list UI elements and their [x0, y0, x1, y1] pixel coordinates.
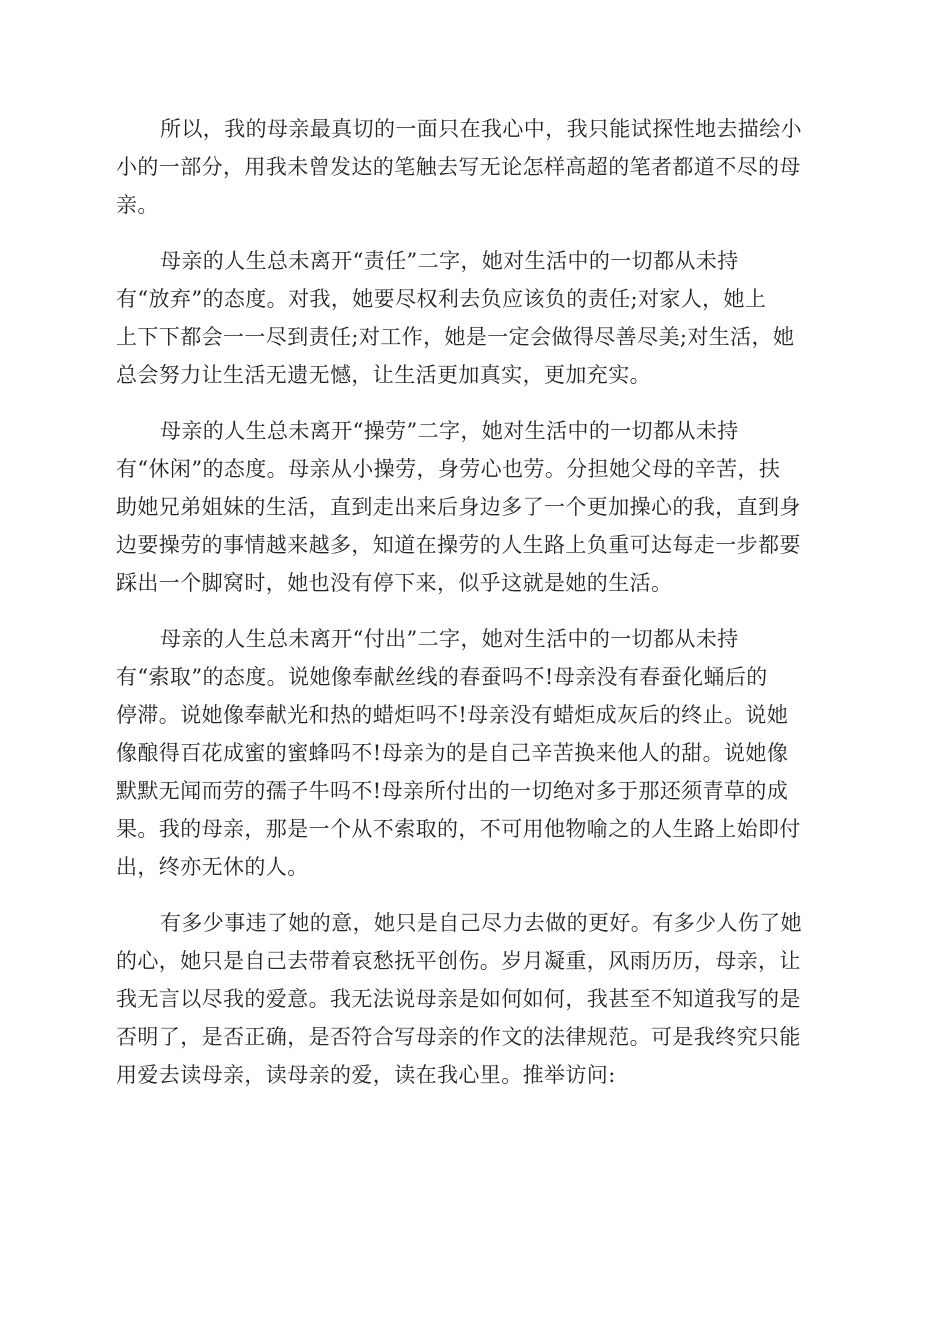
paragraph-line: 像酿得百花成蜜的蜜蜂吗不!母亲为的是自己辛苦换来他人的甜。说她像	[116, 741, 789, 765]
paragraph-line: 上下下都会一一尽到责任;对工作，她是一定会做得尽善尽美;对生活，她	[116, 325, 795, 349]
paragraph-line: 出，终亦无休的人。	[116, 855, 309, 879]
paragraph-line: 有“放弃”的态度。对我，她要尽权利去负应该负的责任;对家人，她上	[116, 287, 767, 311]
paragraph-line: 用爱去读母亲，读母亲的爱，读在我心里。推举访问:	[116, 1063, 616, 1087]
paragraph-4	[116, 620, 832, 886]
paragraph-line: 的心，她只是自己去带着哀愁抚平创伤。岁月凝重，风雨历历，母亲，让	[116, 949, 801, 973]
paragraph-line: 默默无闻而劳的孺子牛吗不!母亲所付出的一切绝对多于那还须青草的成	[116, 779, 789, 803]
paragraph-line: 否明了，是否正确，是否符合写母亲的作文的法律规范。可是我终究只能	[116, 1025, 801, 1049]
paragraph-line: 踩出一个脚窝时，她也没有停下来，似乎这就是她的生活。	[116, 571, 673, 595]
paragraph-line: 有“索取”的态度。说她像奉献丝线的春蚕吗不!母亲没有春蚕化蛹后的	[116, 665, 768, 689]
paragraph-line: 亲。	[116, 193, 159, 217]
paragraph-line: 母亲的人生总未离开“责任”二字，她对生活中的一切都从未持	[160, 249, 739, 273]
paragraph-line: 母亲的人生总未离开“付出”二字，她对生活中的一切都从未持	[160, 627, 739, 651]
paragraph-2	[116, 242, 832, 394]
paragraph-line: 母亲的人生总未离开“操劳”二字，她对生活中的一切都从未持	[160, 419, 739, 443]
paragraph-5	[116, 904, 832, 1094]
paragraph-line: 总会努力让生活无遗无憾，让生活更加真实，更加充实。	[116, 363, 651, 387]
paragraph-line: 停滞。说她像奉献光和热的蜡炬吗不!母亲没有蜡炬成灰后的终止。说她	[116, 703, 789, 727]
paragraph-line: 果。我的母亲，那是一个从不索取的，不可用他物喻之的人生路上始即付	[116, 817, 801, 841]
paragraph-line: 有多少事违了她的意，她只是自己尽力去做的更好。有多少人伤了她	[160, 911, 802, 935]
paragraph-3	[116, 412, 832, 602]
paragraph-line: 我无言以尽我的爱意。我无法说母亲是如何如何，我甚至不知道我写的是	[116, 987, 801, 1011]
paragraph-line: 助她兄弟姐妹的生活，直到走出来后身边多了一个更加操心的我，直到身	[116, 495, 801, 519]
paragraph-line: 有“休闲”的态度。母亲从小操劳，身劳心也劳。分担她父母的辛苦，扶	[116, 457, 781, 481]
paragraph-line: 所以，我的母亲最真切的一面只在我心中，我只能试探性地去描绘小	[160, 117, 802, 141]
paragraph-line: 边要操劳的事情越来越多，知道在操劳的人生路上负重可达每走一步都要	[116, 533, 801, 557]
paragraph-line: 小的一部分，用我未曾发达的笔触去写无论怎样高超的笔者都道不尽的母	[116, 155, 801, 179]
paragraph-1	[116, 110, 832, 224]
document-body	[116, 110, 832, 1112]
